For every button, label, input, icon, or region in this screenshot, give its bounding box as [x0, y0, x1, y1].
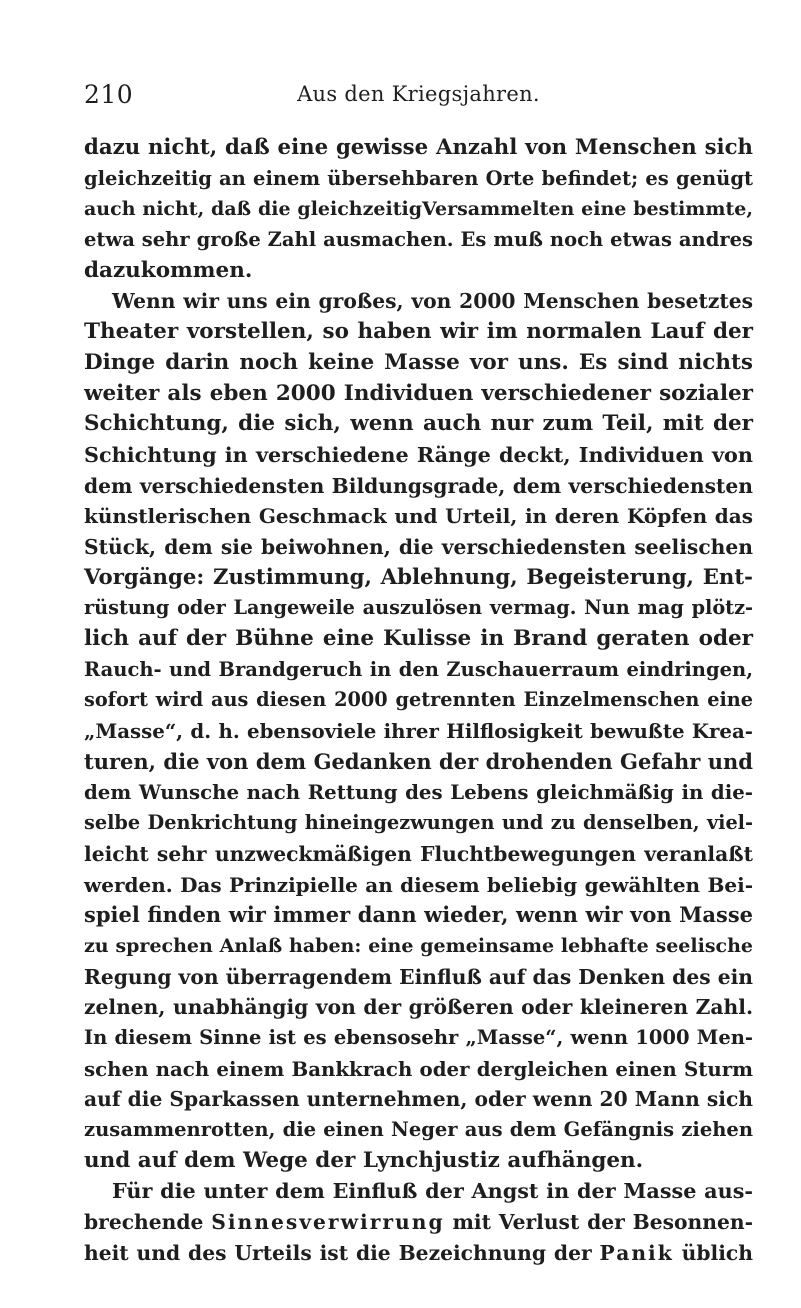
text-line: Stück, dem sie beiwohnen, die verschiedensten seelischen	[84, 534, 753, 559]
text-line: etwa sehr große Zahl ausmachen. Es muß noch etwas andres	[84, 228, 753, 252]
text-line: zusammenrotten, die einen Neger aus dem Gefängnis ziehen	[84, 1118, 753, 1141]
text-line: dazu nicht, daß eine gewisse Anzahl von Menschen sich	[84, 135, 753, 160]
text-line	[84, 1207, 753, 1238]
text-line: leicht sehr unzweckmäßigen Fluchtbewegungen veranlaßt	[84, 841, 753, 866]
text-line: „Masse“, d. h. ebensoviele ihrer Hilflosigkeit bewußte Krea-	[84, 719, 753, 744]
text-line: Dinge darin noch keine Masse vor uns. Es sind nichts	[84, 349, 753, 375]
text-line: werden. Das Prinzipielle an diesem beliebig gewählten Bei-	[84, 872, 753, 897]
text-line: Schichtung, die sich, wenn auch nur zum Teil, mit der	[84, 411, 753, 437]
text-line: dazukommen.	[84, 257, 253, 283]
text-line: schen nach einem Bankkrach oder dergleichen einen Sturm	[84, 1056, 753, 1081]
text-line: turen, die von dem Gedanken der drohenden Gefahr und	[84, 748, 753, 774]
text-line: lich auf der Bühne eine Kulisse in Brand geraten oder	[84, 626, 753, 651]
text-segment: brechende	[84, 1210, 212, 1235]
text-segment: heit und des Urteils ist die Bezeichnung der	[84, 1240, 600, 1265]
text-line: Theater vorstellen, so haben wir im normalen Lauf der	[84, 319, 753, 345]
text-line: Vorgänge: Zustimmung, Ablehnung, Begeisterung, Ent-	[84, 564, 753, 590]
text-line: Wenn wir uns ein großes, von 2000 Menschen besetztes	[112, 289, 753, 314]
text-line: spiel finden wir immer dann wieder, wenn wir von Masse	[84, 902, 753, 928]
page-header	[84, 80, 753, 120]
text-line: zelnen, unabhängig von der größeren oder kleineren Zahl.	[84, 995, 753, 1020]
text-line: selbe Denkrichtung hineingezwungen und zu denselben, viel-	[84, 811, 753, 835]
text-line: auch nicht, daß die gleichzeitigVersammelten eine bestimmte,	[84, 198, 753, 221]
text-line: sofort wird aus diesen 2000 getrennten Einzelmenschen eine	[84, 688, 753, 712]
text-line: Schichtung in verschiedene Ränge deckt, Individuen von	[84, 442, 753, 467]
text-line: Rauch- und Brandgeruch in den Zuschauerraum eindringen,	[84, 657, 753, 681]
text-line: rüstung oder Langeweile auszulösen vermag. Nun mag plötz-	[84, 596, 753, 620]
text-segment: üblich	[673, 1240, 753, 1265]
text-line: dem Wunsche nach Rettung des Lebens gleichmäßig in die-	[84, 780, 753, 805]
text-line: gleichzeitig an einem übersehbaren Orte befindet; es genügt	[84, 166, 753, 190]
text-line: dem verschiedensten Bildungsgrade, dem verschiedensten	[84, 473, 753, 498]
text-line: und auf dem Wege der Lynchjustiz aufhängen.	[84, 1147, 644, 1173]
text-line: weiter als eben 2000 Individuen verschiedener sozialer	[84, 380, 753, 406]
page-number: 210	[84, 80, 134, 109]
text-line: zu sprechen Anlaß haben: eine gemeinsame lebhafte seelische	[84, 934, 753, 957]
text-line: In diesem Sinne ist es ebensosehr „Masse“, wenn 1000 Men-	[84, 1025, 753, 1049]
text-line	[84, 1238, 753, 1269]
spaced-emphasis: Sinnesverwirrung	[211, 1210, 445, 1235]
text-segment: mit Verlust der Besonnen-	[444, 1210, 753, 1235]
text-line: Regung von überragendem Einfluß auf das Denken des ein	[84, 964, 753, 989]
body-text	[84, 133, 753, 1268]
text-line: auf die Sparkassen unternehmen, oder wenn 20 Mann sich	[84, 1087, 753, 1112]
spaced-emphasis: Panik	[599, 1240, 674, 1265]
running-head: Aus den Kriegsjahren.	[297, 82, 540, 106]
text-line: Für die unter dem Einfluß der Angst in der Masse aus-	[112, 1179, 753, 1204]
text-line: künstlerischen Geschmack und Urteil, in deren Köpfen das	[84, 504, 753, 529]
